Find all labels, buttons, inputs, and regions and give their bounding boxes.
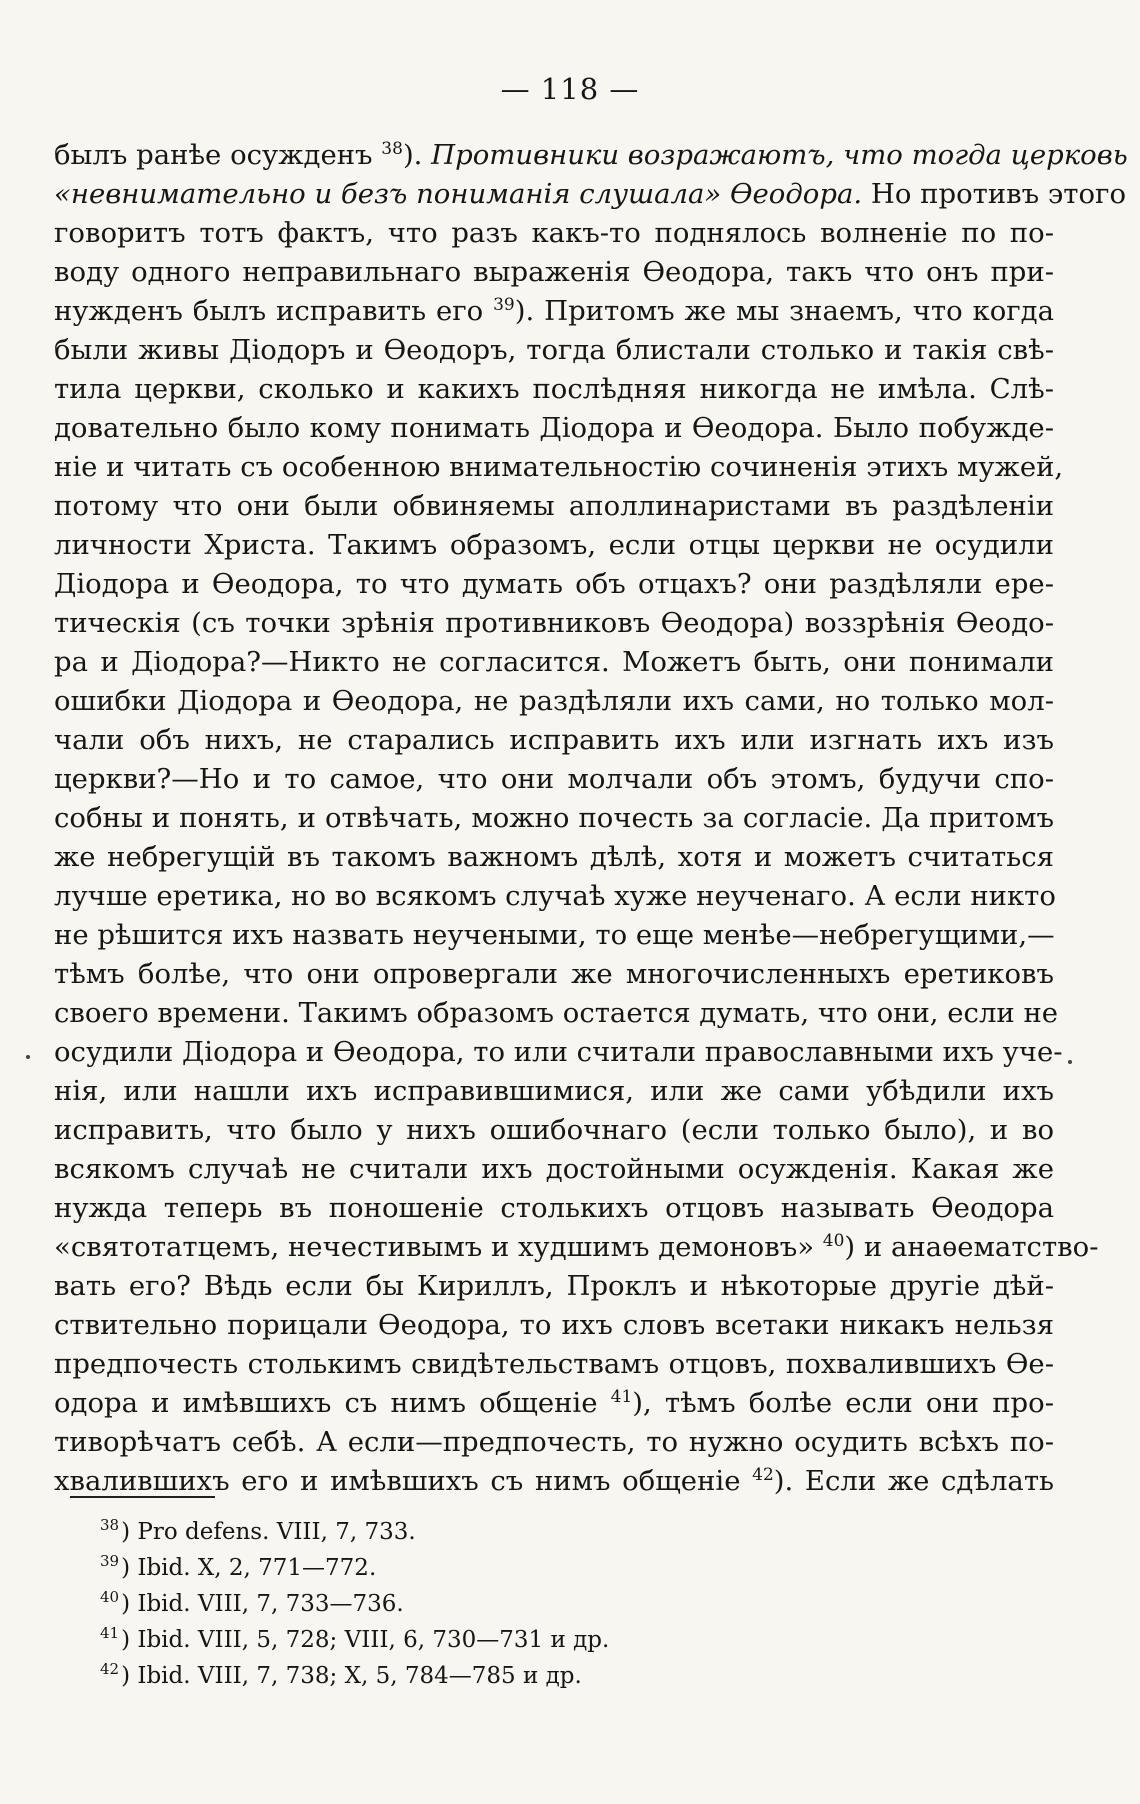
text-line — [54, 565, 1054, 604]
text-segment: ствительно порицали Ѳеодора, то ихъ словъ всетаки никакъ нельзя — [54, 1309, 1054, 1341]
text-line — [54, 448, 1064, 487]
footnote-reference: 39 — [493, 294, 515, 315]
text-line — [54, 409, 1054, 448]
text-line — [54, 1306, 1054, 1345]
text-line — [54, 136, 1128, 175]
text-line — [54, 1345, 1054, 1384]
text-line — [54, 214, 1054, 253]
footnote — [100, 1658, 800, 1694]
text-segment: же небрегущій въ такомъ важномъ дѣлѣ, хотя и можетъ считаться — [54, 841, 1054, 873]
text-line — [54, 1033, 1063, 1072]
footnote — [100, 1586, 800, 1622]
footnote-text: ) Ibid. X, 2, 771—772. — [121, 1555, 377, 1581]
text-segment: ). Если же сдѣлать — [773, 1465, 1054, 1497]
text-line — [54, 1384, 1054, 1423]
text-line — [54, 370, 1054, 409]
footnote — [100, 1622, 800, 1658]
body-text — [54, 136, 1128, 1501]
text-segment: исправить, что было у нихъ ошибочнаго (если только было), и во — [54, 1114, 1054, 1146]
text-segment: былъ ранѣе осужденъ — [54, 139, 382, 171]
text-segment: довательно было кому понимать Діодора и Ѳеодора. Было побужде- — [54, 412, 1054, 444]
text-segment: нія, или нашли ихъ исправившимися, или же сами убѣдили ихъ — [54, 1075, 1054, 1107]
text-segment: собны и понять, и отвѣчать, можно почесть за согласіе. Да притомъ — [54, 802, 1054, 834]
text-line — [54, 331, 1054, 370]
footnote-number: 41 — [100, 1624, 120, 1643]
footnote-text: ) Ibid. VIII, 7, 733—736. — [121, 1591, 404, 1617]
text-line — [54, 1423, 1054, 1462]
text-segment: вать его? Вѣдь если бы Кириллъ, Проклъ и нѣкоторые другіе дѣй- — [54, 1270, 1054, 1302]
footnote-text: ) Ibid. VIII, 7, 738; X, 5, 784—785 и др. — [121, 1663, 582, 1689]
text-segment: лучше еретика, но во всякомъ случаѣ хуже неученаго. А если никто — [54, 880, 1056, 912]
footnote-reference: 38 — [381, 138, 403, 159]
text-segment: тила церкви, сколько и какихъ послѣдняя никогда не имѣла. Слѣ- — [54, 373, 1054, 405]
text-line — [54, 1267, 1054, 1306]
text-line — [54, 1111, 1054, 1150]
footnote-number: 39 — [100, 1552, 120, 1571]
text-segment: личности Христа. Такимъ образомъ, если отцы церкви не осудили — [54, 529, 1054, 561]
print-speck — [1068, 1060, 1072, 1064]
text-segment: «святотатцемъ, нечестивымъ и худшимъ демоновъ» — [54, 1231, 823, 1263]
footnote-reference: 42 — [752, 1464, 774, 1485]
text-segment: потому что они были обвиняемы аполлинаристами въ раздѣленіи — [54, 490, 1054, 522]
text-segment: не рѣшится ихъ назвать неучеными, то еще менѣе—небрегущими,— — [54, 919, 1055, 951]
text-segment: ра и Діодора?—Никто не согласится. Можетъ быть, они понимали — [54, 646, 1054, 678]
text-segment: хвалившихъ его и имѣвшихъ съ нимъ общеніе — [54, 1465, 753, 1497]
text-segment: воду одного неправильнаго выраженія Ѳеодора, такъ что онъ при- — [54, 256, 1054, 288]
text-segment: ніе и читать съ особенною внимательностію сочиненія этихъ мужей, — [54, 451, 1064, 483]
text-segment: тиворѣчатъ себѣ. А если—предпочесть, то нужно осудить всѣхъ по- — [54, 1426, 1054, 1458]
text-segment: ошибки Діодора и Ѳеодора, не раздѣляли ихъ сами, но только мол- — [54, 685, 1054, 717]
footnotes — [100, 1514, 800, 1694]
footnote — [100, 1514, 800, 1550]
page-number: — 118 — — [500, 72, 640, 106]
text-line — [54, 877, 1054, 916]
text-line — [54, 916, 1054, 955]
text-segment: Но противъ этого — [862, 178, 1127, 210]
text-line — [54, 604, 1054, 643]
text-line — [54, 487, 1054, 526]
text-segment: чали объ нихъ, не старались исправить ихъ или изгнать ихъ изъ — [54, 724, 1054, 756]
text-line — [54, 799, 1054, 838]
text-segment: Діодора и Ѳеодора, то что думать объ отцахъ? они раздѣляли ере- — [54, 568, 1054, 600]
text-line — [54, 253, 1054, 292]
text-line — [54, 955, 1054, 994]
footnote-rule — [70, 1496, 215, 1498]
footnote — [100, 1550, 800, 1586]
text-segment: тическія (съ точки зрѣнія противниковъ Ѳеодора) воззрѣнія Ѳеодо- — [54, 607, 1054, 639]
text-line — [54, 1189, 1054, 1228]
text-line — [54, 643, 1054, 682]
text-segment: своего времени. Такимъ образомъ остается думать, что они, если не — [54, 997, 1059, 1029]
text-line — [54, 1228, 1099, 1267]
text-segment: нужденъ былъ исправить его — [54, 295, 494, 327]
text-line — [54, 721, 1054, 760]
text-line — [54, 994, 1059, 1033]
text-segment: говоритъ тотъ фактъ, что разъ какъ-то поднялось волненіе по по- — [54, 217, 1054, 249]
text-line — [54, 838, 1054, 877]
text-line — [54, 175, 1127, 214]
text-line — [54, 1150, 1054, 1189]
text-line — [54, 526, 1054, 565]
text-segment: ), тѣмъ болѣе если они про- — [632, 1387, 1054, 1419]
text-segment: ). Притомъ же мы знаемъ, что когда — [514, 295, 1054, 327]
footnote-number: 40 — [100, 1588, 120, 1607]
text-line — [54, 1072, 1054, 1111]
text-line — [54, 682, 1054, 721]
text-segment: церкви?—Но и то самое, что они молчали объ этомъ, будучи спо- — [54, 763, 1054, 795]
footnote-number: 42 — [100, 1660, 120, 1679]
italic-quote: Противники возражаютъ, что тогда церковь — [431, 139, 1128, 171]
text-line — [54, 760, 1054, 799]
italic-quote: «невнимательно и безъ пониманія слушала» Ѳеодора. — [54, 178, 863, 210]
footnote-text: ) Ibid. VIII, 5, 728; VIII, 6, 730—731 и др. — [121, 1627, 610, 1653]
text-segment: тѣмъ болѣе, что они опровергали же многочисленныхъ еретиковъ — [54, 958, 1054, 990]
footnote-text: ) Pro defens. VIII, 7, 733. — [121, 1519, 416, 1545]
text-segment: всякомъ случаѣ не считали ихъ достойными осужденія. Какая же — [54, 1153, 1054, 1185]
footnote-number: 38 — [100, 1516, 120, 1535]
text-segment: одора и имѣвшихъ съ нимъ общеніе — [54, 1387, 611, 1419]
footnote-reference: 40 — [822, 1230, 845, 1251]
text-segment: осудили Діодора и Ѳеодора, то или считали православными ихъ уче- — [54, 1036, 1063, 1068]
text-segment: нужда теперь въ поношеніе столькихъ отцовъ называть Ѳеодора — [54, 1192, 1054, 1224]
text-segment: ) и анаѳематство- — [844, 1231, 1099, 1263]
text-line — [54, 292, 1054, 331]
footnote-reference: 41 — [610, 1386, 633, 1407]
text-segment: ). — [402, 139, 432, 171]
text-segment: были живы Діодоръ и Ѳеодоръ, тогда блистали столько и такія свѣ- — [54, 334, 1054, 366]
print-speck — [26, 1055, 30, 1059]
text-segment: предпочесть столькимъ свидѣтельствамъ отцовъ, похвалившихъ Ѳе- — [54, 1348, 1054, 1380]
